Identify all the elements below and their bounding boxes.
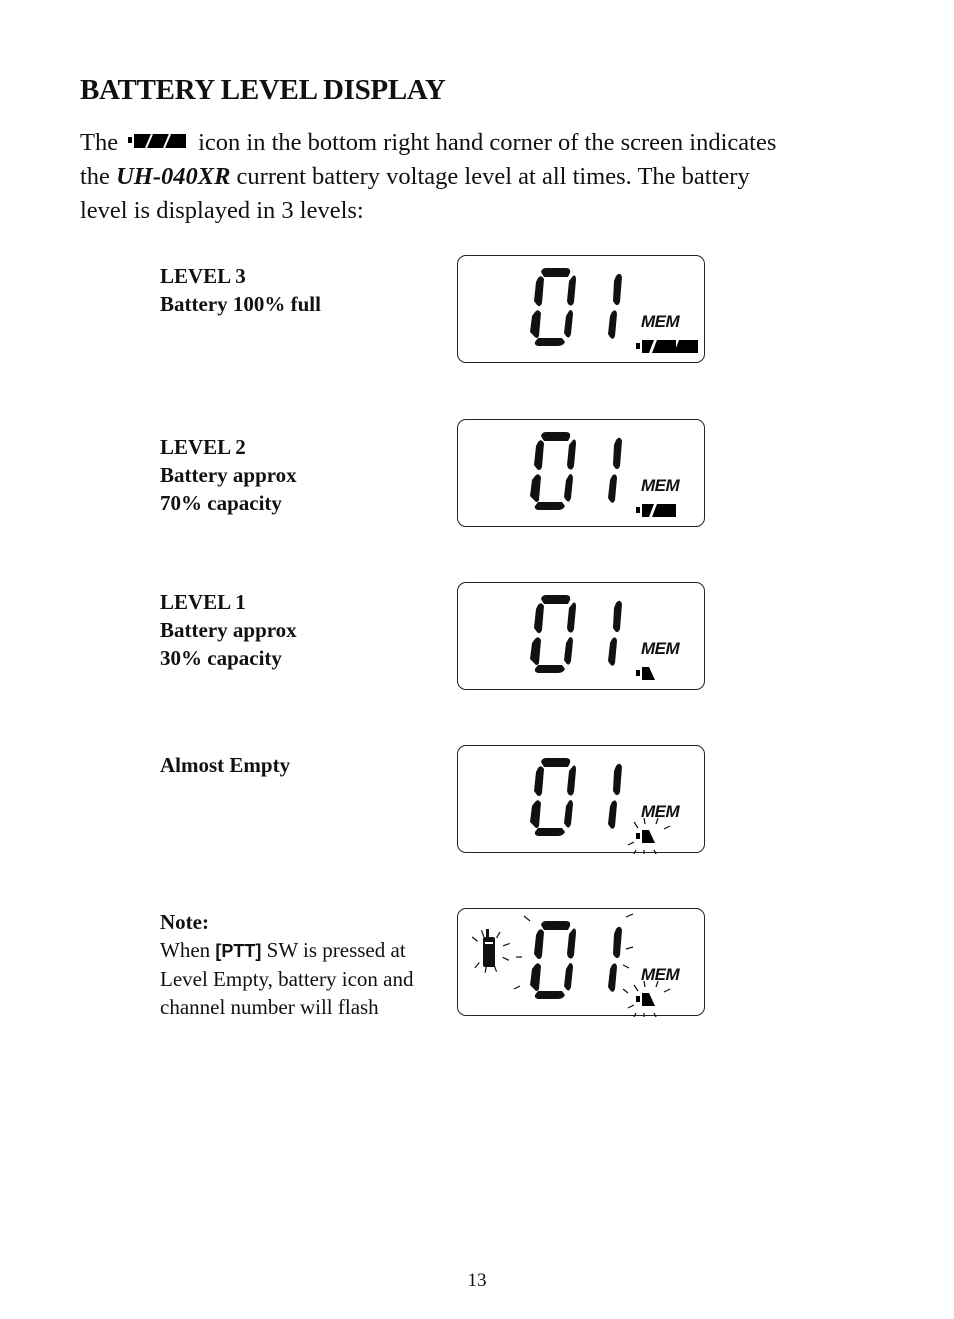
intro-paragraph [80, 126, 810, 228]
level-3-label [160, 262, 321, 318]
intro-text-2: icon in the bottom right hand corner of the screen indicates [198, 129, 777, 156]
level-2-desc-1: Battery approx [160, 463, 297, 487]
note-title: Note: [160, 910, 209, 934]
lcd-display-ptt-flash [457, 908, 705, 1016]
intro-text-1: The [80, 129, 119, 156]
battery-level-icon [636, 830, 655, 843]
almost-empty-title: Almost Empty [160, 753, 291, 777]
lcd-digits-01 [458, 909, 706, 1017]
page-title: BATTERY LEVEL DISPLAY [80, 74, 446, 106]
note-line-1 [160, 936, 413, 965]
ptt-key-label: [PTT] [215, 941, 262, 961]
level-2-label [160, 433, 297, 517]
lcd-display-level-1 [457, 582, 705, 690]
intro-text-3: the [80, 163, 110, 190]
battery-level-icon [636, 504, 676, 517]
lcd-display-almost-empty [457, 745, 705, 853]
lcd-display-level-2 [457, 419, 705, 527]
digit-zero [530, 432, 576, 510]
level-2-desc-2: 70% capacity [160, 491, 282, 515]
battery-level-icon [636, 340, 698, 353]
mem-indicator: MEM [641, 802, 680, 821]
level-3-desc: Battery 100% full [160, 292, 321, 316]
model-name: UH-040XR [116, 163, 231, 190]
battery-full-icon [128, 133, 186, 151]
note-block [160, 908, 413, 1021]
mem-indicator: MEM [641, 312, 680, 331]
battery-level-icon [636, 667, 655, 680]
lcd-digits-01 [458, 256, 706, 364]
mem-indicator: MEM [641, 965, 680, 984]
digit-one [608, 274, 622, 339]
intro-text-4: current battery voltage level at all times. The battery [236, 163, 750, 190]
page-number: 13 [467, 1270, 487, 1291]
mem-indicator: MEM [641, 639, 680, 658]
level-1-title: LEVEL 1 [160, 590, 246, 614]
mem-indicator: MEM [641, 476, 680, 495]
digit-one [608, 438, 622, 503]
level-1-label [160, 588, 297, 672]
digit-zero [530, 595, 576, 673]
intro-text-5: level is displayed in 3 levels: [80, 197, 364, 224]
digit-zero [530, 268, 576, 346]
battery-level-icon [636, 993, 655, 1006]
radio-icon [483, 929, 495, 967]
level-2-title: LEVEL 2 [160, 435, 246, 459]
digit-zero [530, 758, 576, 836]
digit-one [608, 764, 622, 829]
almost-empty-label [160, 751, 290, 779]
lcd-display-level-3 [457, 255, 705, 363]
lcd-digits-01 [458, 420, 706, 528]
note-text: When [160, 938, 216, 962]
note-text: SW is pressed at [261, 938, 406, 962]
note-line-2: Level Empty, battery icon and [160, 967, 414, 991]
level-3-title: LEVEL 3 [160, 264, 246, 288]
lcd-digits-01 [458, 746, 706, 854]
lcd-digits-01 [458, 583, 706, 691]
note-line-3: channel number will flash [160, 995, 379, 1019]
digit-one [608, 927, 622, 992]
level-1-desc-2: 30% capacity [160, 646, 282, 670]
digit-one [608, 601, 622, 666]
digit-zero [530, 921, 576, 999]
level-1-desc-1: Battery approx [160, 618, 297, 642]
